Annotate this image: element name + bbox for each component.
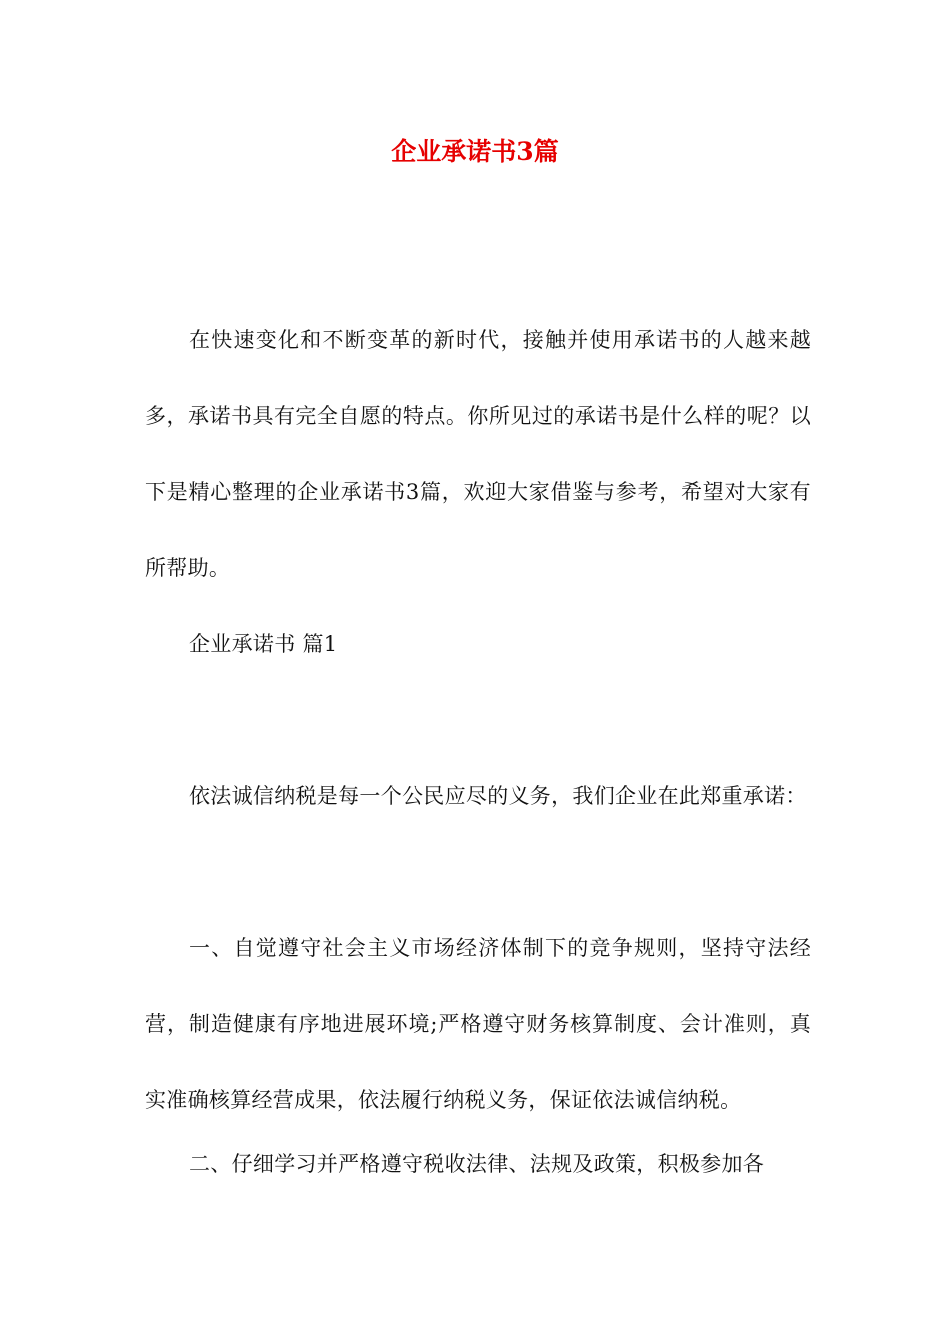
body-paragraph-1: 依法诚信纳税是每一个公民应尽的义务，我们企业在此郑重承诺： bbox=[189, 784, 807, 808]
body-paragraph-2: 一、自觉遵守社会主义市场经济体制下的竞争规则，坚持守法经营，制造健康有序地进展环境;严格遵守财务核算制度、会计准则，真实准确核算经营成果，依法履行纳税义务，保证依法诚信纳税。 bbox=[145, 936, 811, 1112]
document-title: 企业承诺书3篇 bbox=[391, 137, 559, 166]
intro-paragraph: 在快速变化和不断变革的新时代，接触并使用承诺书的人越来越多，承诺书具有完全自愿的特点。你所见过的承诺书是什么样的呢？以下是精心整理的企业承诺书3篇，欢迎大家借鉴与参考，希望对大家有所帮助。 bbox=[145, 328, 811, 580]
section-heading: 企业承诺书 篇1 bbox=[189, 632, 338, 656]
body-paragraph-3: 二、仔细学习并严格遵守税收法律、法规及政策，积极参加各 bbox=[189, 1152, 765, 1176]
